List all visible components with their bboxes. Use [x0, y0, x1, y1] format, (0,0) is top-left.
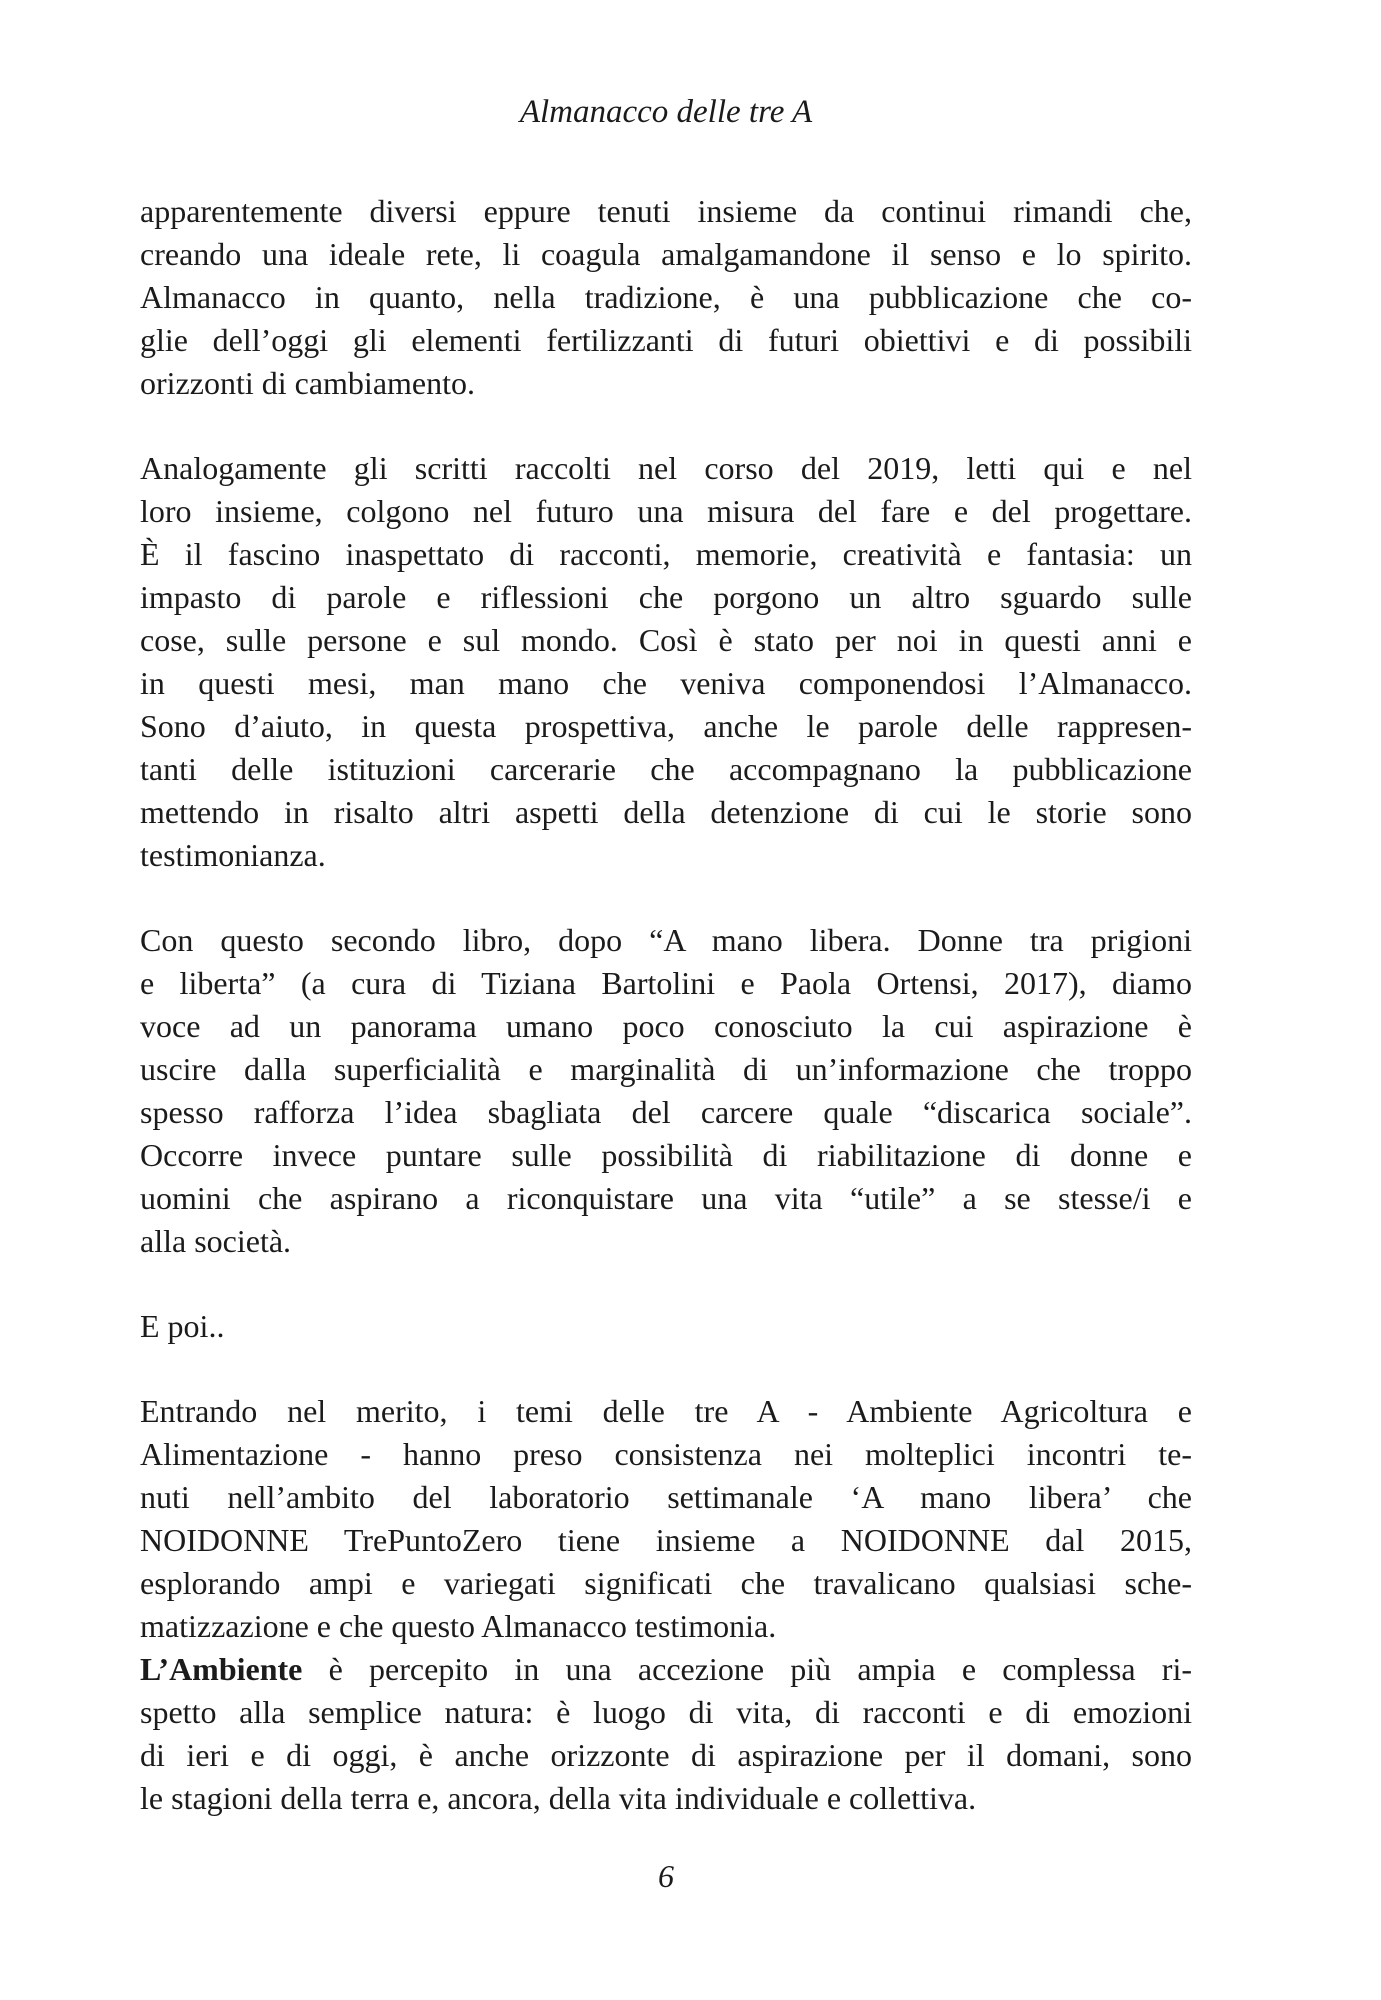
text-run: creando una ideale rete, li coagula amalgamandone il senso e lo spirito.	[140, 236, 1192, 272]
text-line	[140, 834, 1192, 877]
text-line	[140, 319, 1192, 362]
text-run: Occorre invece puntare sulle possibilità di riabilitazione di donne e	[140, 1137, 1192, 1173]
text-run: Sono d’aiuto, in questa prospettiva, anche le parole delle rappresen-	[140, 708, 1192, 744]
bold-text: L’Ambiente	[140, 1651, 303, 1687]
text-run: spetto alla semplice natura: è luogo di vita, di racconti e di emozioni	[140, 1694, 1192, 1730]
text-line	[140, 276, 1192, 319]
text-line	[140, 1091, 1192, 1134]
text-run: alla società.	[140, 1223, 292, 1259]
text-run: È il fascino inaspettato di racconti, memorie, creatività e fantasia: un	[140, 536, 1192, 572]
text-line	[140, 1691, 1192, 1734]
text-line	[140, 1390, 1192, 1433]
text-line	[140, 1177, 1192, 1220]
text-line	[140, 619, 1192, 662]
text-line	[140, 1220, 1192, 1263]
paragraph	[140, 1390, 1192, 1648]
text-run: impasto di parole e riflessioni che porgono un altro sguardo sulle	[140, 579, 1192, 615]
text-run: testimonianza.	[140, 837, 326, 873]
text-line	[140, 1476, 1192, 1519]
text-line	[140, 662, 1192, 705]
text-run: Analogamente gli scritti raccolti nel corso del 2019, letti qui e nel	[140, 450, 1192, 486]
paragraph	[140, 1648, 1192, 1820]
text-run: Alimentazione - hanno preso consistenza nei molteplici incontri te-	[140, 1436, 1192, 1472]
text-run: nuti nell’ambito del laboratorio settimanale ‘A mano libera’ che	[140, 1479, 1192, 1515]
paragraph	[140, 190, 1192, 405]
text-run: Entrando nel merito, i temi delle tre A - Ambiente Agricoltura e	[140, 1393, 1192, 1429]
text-line	[140, 1562, 1192, 1605]
text-line	[140, 1605, 1192, 1648]
text-line	[140, 490, 1192, 533]
text-line	[140, 1134, 1192, 1177]
text-line	[140, 705, 1192, 748]
text-line	[140, 1305, 1192, 1348]
text-run: uscire dalla superficialità e marginalità di un’informazione che troppo	[140, 1051, 1192, 1087]
text-line	[140, 533, 1192, 576]
text-run: NOIDONNE TrePuntoZero tiene insieme a NOIDONNE dal 2015,	[140, 1522, 1192, 1558]
text-line	[140, 362, 1192, 405]
text-line	[140, 1048, 1192, 1091]
text-line	[140, 1734, 1192, 1777]
text-run: di ieri e di oggi, è anche orizzonte di aspirazione per il domani, sono	[140, 1737, 1192, 1773]
paragraph	[140, 447, 1192, 877]
text-line	[140, 748, 1192, 791]
text-run: apparentemente diversi eppure tenuti insieme da continui rimandi che,	[140, 193, 1192, 229]
text-run: tanti delle istituzioni carcerarie che accompagnano la pubblicazione	[140, 751, 1192, 787]
text-run: matizzazione e che questo Almanacco testimonia.	[140, 1608, 777, 1644]
body-text	[140, 190, 1192, 1820]
page-number: 6	[658, 1858, 674, 1894]
text-run: loro insieme, colgono nel futuro una misura del fare e del progettare.	[140, 493, 1192, 529]
paragraph	[140, 919, 1192, 1263]
text-line	[140, 233, 1192, 276]
text-line	[140, 1648, 1192, 1691]
text-line	[140, 962, 1192, 1005]
text-run: uomini che aspirano a riconquistare una vita “utile” a se stesse/i e	[140, 1180, 1192, 1216]
text-run: le stagioni della terra e, ancora, della vita individuale e collettiva.	[140, 1780, 977, 1816]
text-line	[140, 1433, 1192, 1476]
text-line	[140, 1005, 1192, 1048]
text-line	[140, 1519, 1192, 1562]
paragraph	[140, 1305, 1192, 1348]
text-run: è percepito in una accezione più ampia e complessa ri-	[302, 1651, 1192, 1687]
text-line	[140, 1777, 1192, 1820]
text-run: orizzonti di cambiamento.	[140, 365, 475, 401]
text-run: cose, sulle persone e sul mondo. Così è stato per noi in questi anni e	[140, 622, 1192, 658]
text-run: esplorando ampi e variegati significati che travalicano qualsiasi sche-	[140, 1565, 1192, 1601]
text-line	[140, 791, 1192, 834]
text-line	[140, 576, 1192, 619]
running-header: Almanacco delle tre A	[519, 94, 813, 130]
text-run: Almanacco in quanto, nella tradizione, è una pubblicazione che co-	[140, 279, 1192, 315]
text-run: glie dell’oggi gli elementi fertilizzanti di futuri obiettivi e di possibili	[140, 322, 1192, 358]
text-run: mettendo in risalto altri aspetti della detenzione di cui le storie sono	[140, 794, 1192, 830]
text-line	[140, 447, 1192, 490]
text-run: spesso rafforza l’idea sbagliata del carcere quale “discarica sociale”.	[140, 1094, 1192, 1130]
text-line	[140, 190, 1192, 233]
text-run: Con questo secondo libro, dopo “A mano libera. Donne tra prigioni	[140, 922, 1192, 958]
text-run: in questi mesi, man mano che veniva componendosi l’Almanacco.	[140, 665, 1192, 701]
text-run: e liberta” (a cura di Tiziana Bartolini e Paola Ortensi, 2017), diamo	[140, 965, 1192, 1001]
text-run: E poi..	[140, 1308, 225, 1344]
text-run: voce ad un panorama umano poco conosciuto la cui aspirazione è	[140, 1008, 1192, 1044]
text-line	[140, 919, 1192, 962]
